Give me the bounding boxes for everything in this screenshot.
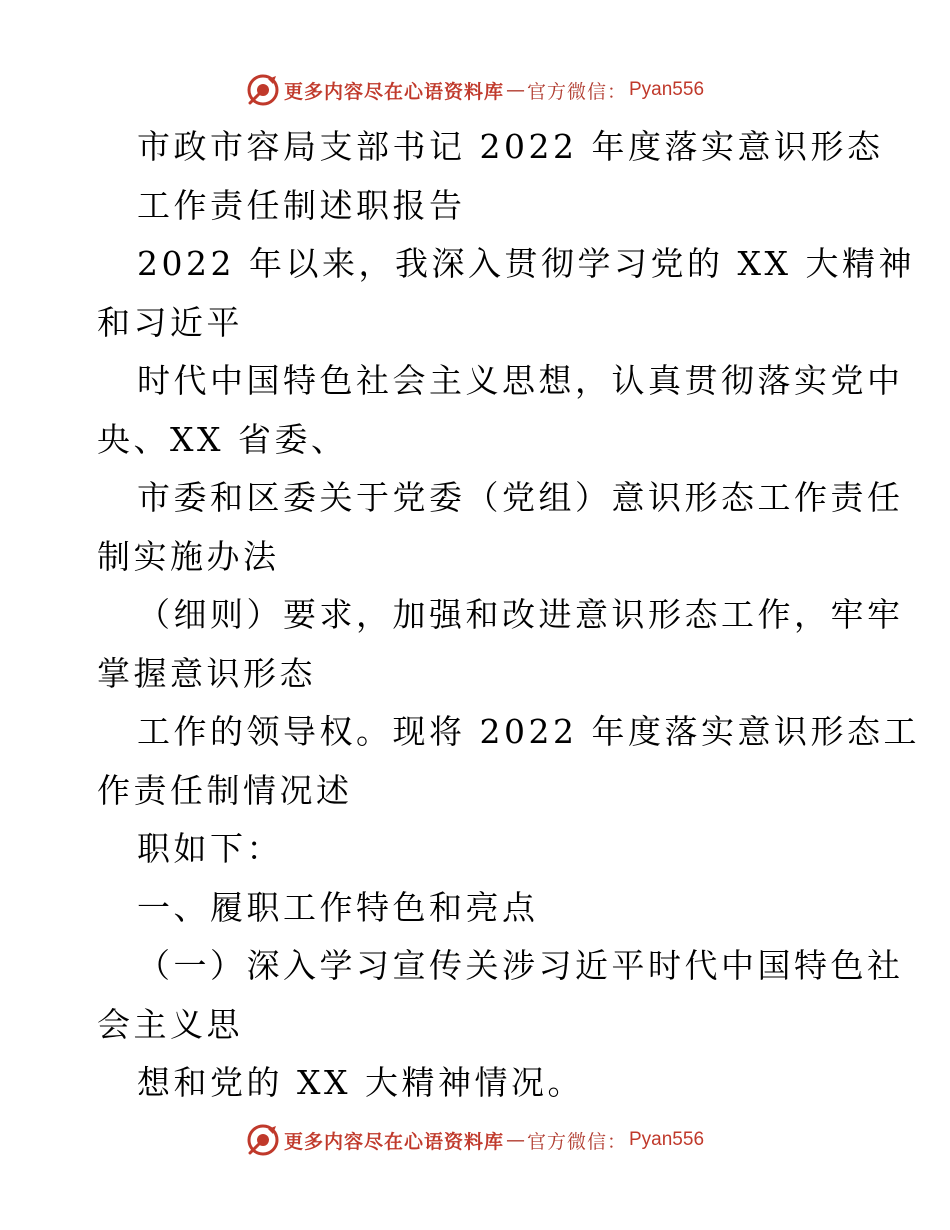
paragraph-line: 会主义思 xyxy=(97,1004,243,1044)
paragraph-line: 工作的领导权。现将 2022 年度落实意识形态工 xyxy=(137,712,920,751)
subsection-heading: （一）深入学习宣传关涉习近平时代中国特色社 xyxy=(137,946,904,985)
banner-brand-text: 更多内容尽在心语资料库 xyxy=(283,1130,504,1153)
document-title-line-2: 工作责任制述职报告 xyxy=(137,185,466,225)
banner-separator: — xyxy=(505,1129,525,1151)
paragraph-line: 2022 年以来，我深入贯彻学习党的 XX 大精神 xyxy=(137,244,915,283)
paragraph-line: 央、XX 省委、 xyxy=(97,419,348,459)
document-body xyxy=(97,118,920,1113)
banner-official-label: 官方微信： xyxy=(526,80,627,103)
pen-seal-logo-icon xyxy=(246,73,280,107)
paragraph-line: 和习近平 xyxy=(97,302,243,342)
paragraph-line: 时代中国特色社会主义思想，认真贯彻落实党中 xyxy=(137,361,904,400)
header-watermark-banner xyxy=(0,70,950,110)
paragraph-line: 掌握意识形态 xyxy=(97,653,316,693)
footer-watermark-banner xyxy=(0,1120,950,1160)
banner-brand-text: 更多内容尽在心语资料库 xyxy=(283,80,504,103)
banner-wechat-id: Pyan556 xyxy=(629,79,705,100)
banner-separator: — xyxy=(505,79,525,101)
paragraph-line: 想和党的 XX 大精神情况。 xyxy=(137,1063,584,1102)
paragraph-line: 作责任制情况述 xyxy=(97,770,353,810)
paragraph-line: 市委和区委关于党委（党组）意识形态工作责任 xyxy=(137,478,904,517)
banner-official-label: 官方微信： xyxy=(526,1130,627,1153)
pen-seal-logo-icon xyxy=(246,1123,280,1157)
paragraph-line: 职如下： xyxy=(137,829,283,868)
paragraph-line: （细则）要求，加强和改进意识形态工作，牢牢 xyxy=(137,595,904,634)
document-title-line-1: 市政市容局支部书记 2022 年度落实意识形态 xyxy=(137,127,884,166)
paragraph-line: 制实施办法 xyxy=(97,536,280,576)
banner-wechat-id: Pyan556 xyxy=(629,1129,705,1150)
section-heading: 一、履职工作特色和亮点 xyxy=(137,887,539,927)
